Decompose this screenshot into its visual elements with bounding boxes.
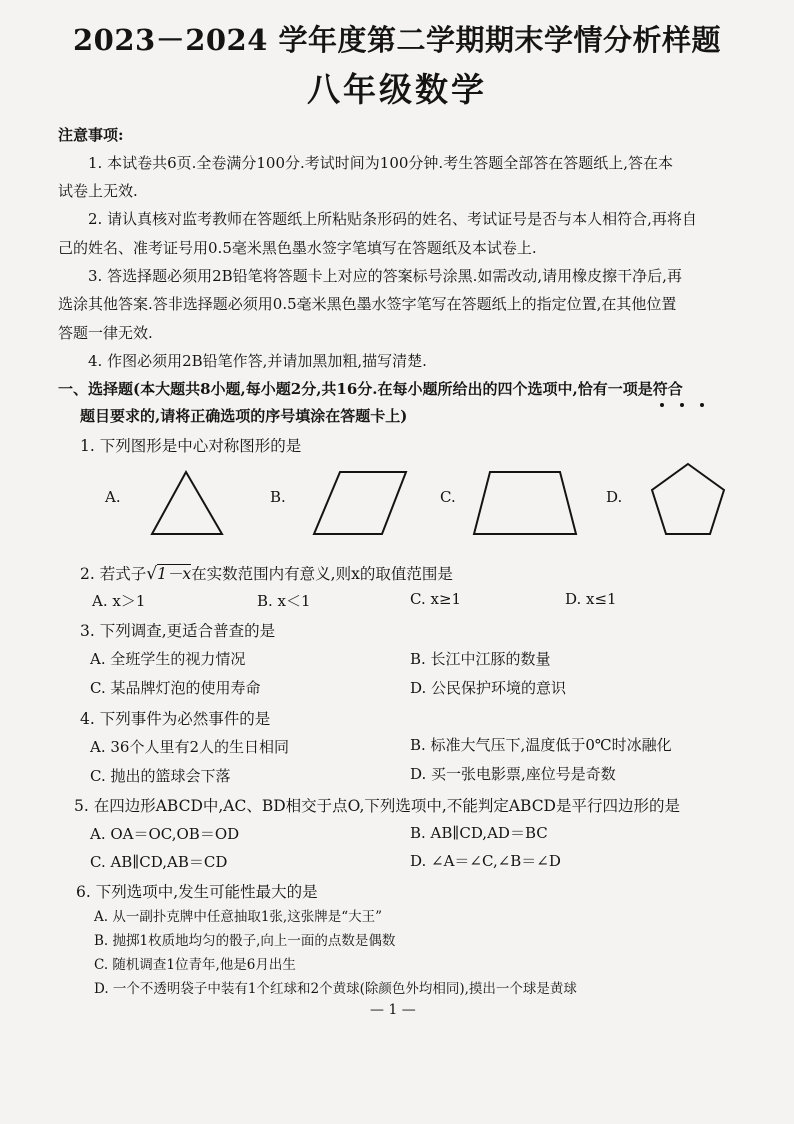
question-1-stem: 1. 下列图形是中心对称图形的是 (80, 437, 302, 455)
equilateral-triangle-icon (148, 468, 228, 540)
q3-option-d: D. 公民保护环境的意识 (410, 679, 567, 697)
notice-heading: 注意事项: (58, 126, 124, 144)
q3-option-c: C. 某品牌灯泡的使用寿命 (90, 679, 261, 697)
q1-option-b-label: B. (270, 488, 286, 506)
question-3-stem: 3. 下列调查,更适合普查的是 (80, 622, 276, 640)
notice-item: 己的姓名、准考证号用0.5毫米黑色墨水签字笔填写在答题纸及本试卷上. (58, 239, 537, 257)
q5-option-b: B. AB∥CD,AD＝BC (410, 824, 548, 842)
notice-item: 答题一律无效. (58, 324, 153, 342)
q1-option-d-label: D. (606, 488, 623, 506)
parallelogram-icon (310, 468, 410, 540)
q6-option-c: C. 随机调查1位青年,他是6月出生 (94, 957, 296, 973)
notice-item: 3. 答选择题必须用2B铅笔将答题卡上对应的答案标号涂黑.如需改动,请用橡皮擦干净后,再 (88, 267, 682, 285)
notice-item: 选涂其他答案.答非选择题必须用0.5毫米黑色墨水签字笔写在答题纸上的指定位置,在其他位置 (58, 295, 677, 313)
question-5-stem: 5. 在四边形ABCD中,AC、BD相交于点O,下列选项中,不能判定ABCD是平行四边形的是 (74, 797, 680, 815)
q1-option-c-label: C. (440, 488, 456, 506)
q4-option-b: B. 标准大气压下,温度低于0℃时冰融化 (410, 736, 672, 754)
q3-option-b: B. 长江中江豚的数量 (410, 650, 551, 668)
q6-option-d: D. 一个不透明袋子中装有1个红球和2个黄球(除颜色外均相同),摸出一个球是黄球 (94, 981, 577, 997)
q1-option-a-label: A. (105, 488, 121, 506)
question-6-stem: 6. 下列选项中,发生可能性最大的是 (76, 883, 318, 901)
q2-option-a: A. x＞1 (92, 592, 146, 610)
emphasis-dots (652, 392, 712, 411)
q2-option-b: B. x＜1 (257, 592, 311, 610)
question-2-stem (80, 562, 453, 584)
q6-option-a: A. 从一副扑克牌中任意抽取1张,这张牌是“大王” (94, 909, 383, 925)
exam-subtitle: 八年级数学 (307, 70, 487, 109)
q3-option-a: A. 全班学生的视力情况 (90, 650, 246, 668)
section-heading-cont: 题目要求的,请将正确选项的序号填涂在答题卡上) (80, 407, 408, 425)
notice-item: 4. 作图必须用2B铅笔作答,并请加黑加粗,描写清楚. (88, 352, 427, 370)
q4-option-a: A. 36个人里有2人的生日相同 (90, 738, 290, 756)
q4-option-d: D. 买一张电影票,座位号是奇数 (410, 765, 616, 783)
radical-sign-icon: √ (146, 564, 158, 584)
notice-item: 试卷上无效. (58, 182, 138, 200)
q2-option-c: C. x≥1 (410, 590, 462, 608)
q2-stem-pre: 2. 若式子 (80, 565, 147, 583)
q2-stem-post: 在实数范围内有意义,则x的取值范围是 (191, 565, 453, 583)
q5-option-a: A. OA＝OC,OB＝OD (90, 825, 240, 843)
exam-title: 2023－2024 学年度第二学期期末学情分析样题 (72, 23, 722, 57)
q5-option-d: D. ∠A＝∠C,∠B＝∠D (410, 852, 561, 870)
trapezoid-icon (470, 468, 580, 540)
q2-option-d: D. x≤1 (565, 590, 617, 608)
q6-option-b: B. 抛掷1枚质地均匀的骰子,向上一面的点数是偶数 (94, 933, 396, 949)
notice-item: 1. 本试卷共6页.全卷满分100分.考试时间为100分钟.考生答题全部答在答题纸上,答在本 (88, 154, 673, 172)
notice-item: 2. 请认真核对监考教师在答题纸上所粘贴条形码的姓名、考试证号是否与本人相符合,再将自 (88, 210, 697, 228)
page-number: — 1 — (370, 1002, 416, 1018)
q2-radicand: 1－x (157, 565, 192, 583)
section-heading: 一、选择题(本大题共8小题,每小题2分,共16分.在每小题所给出的四个选项中,恰有一项是符合 (58, 380, 683, 398)
question-4-stem: 4. 下列事件为必然事件的是 (80, 710, 271, 728)
q5-option-c: C. AB∥CD,AB＝CD (90, 853, 228, 871)
q4-option-c: C. 抛出的篮球会下落 (90, 767, 231, 785)
regular-pentagon-icon (648, 460, 728, 540)
